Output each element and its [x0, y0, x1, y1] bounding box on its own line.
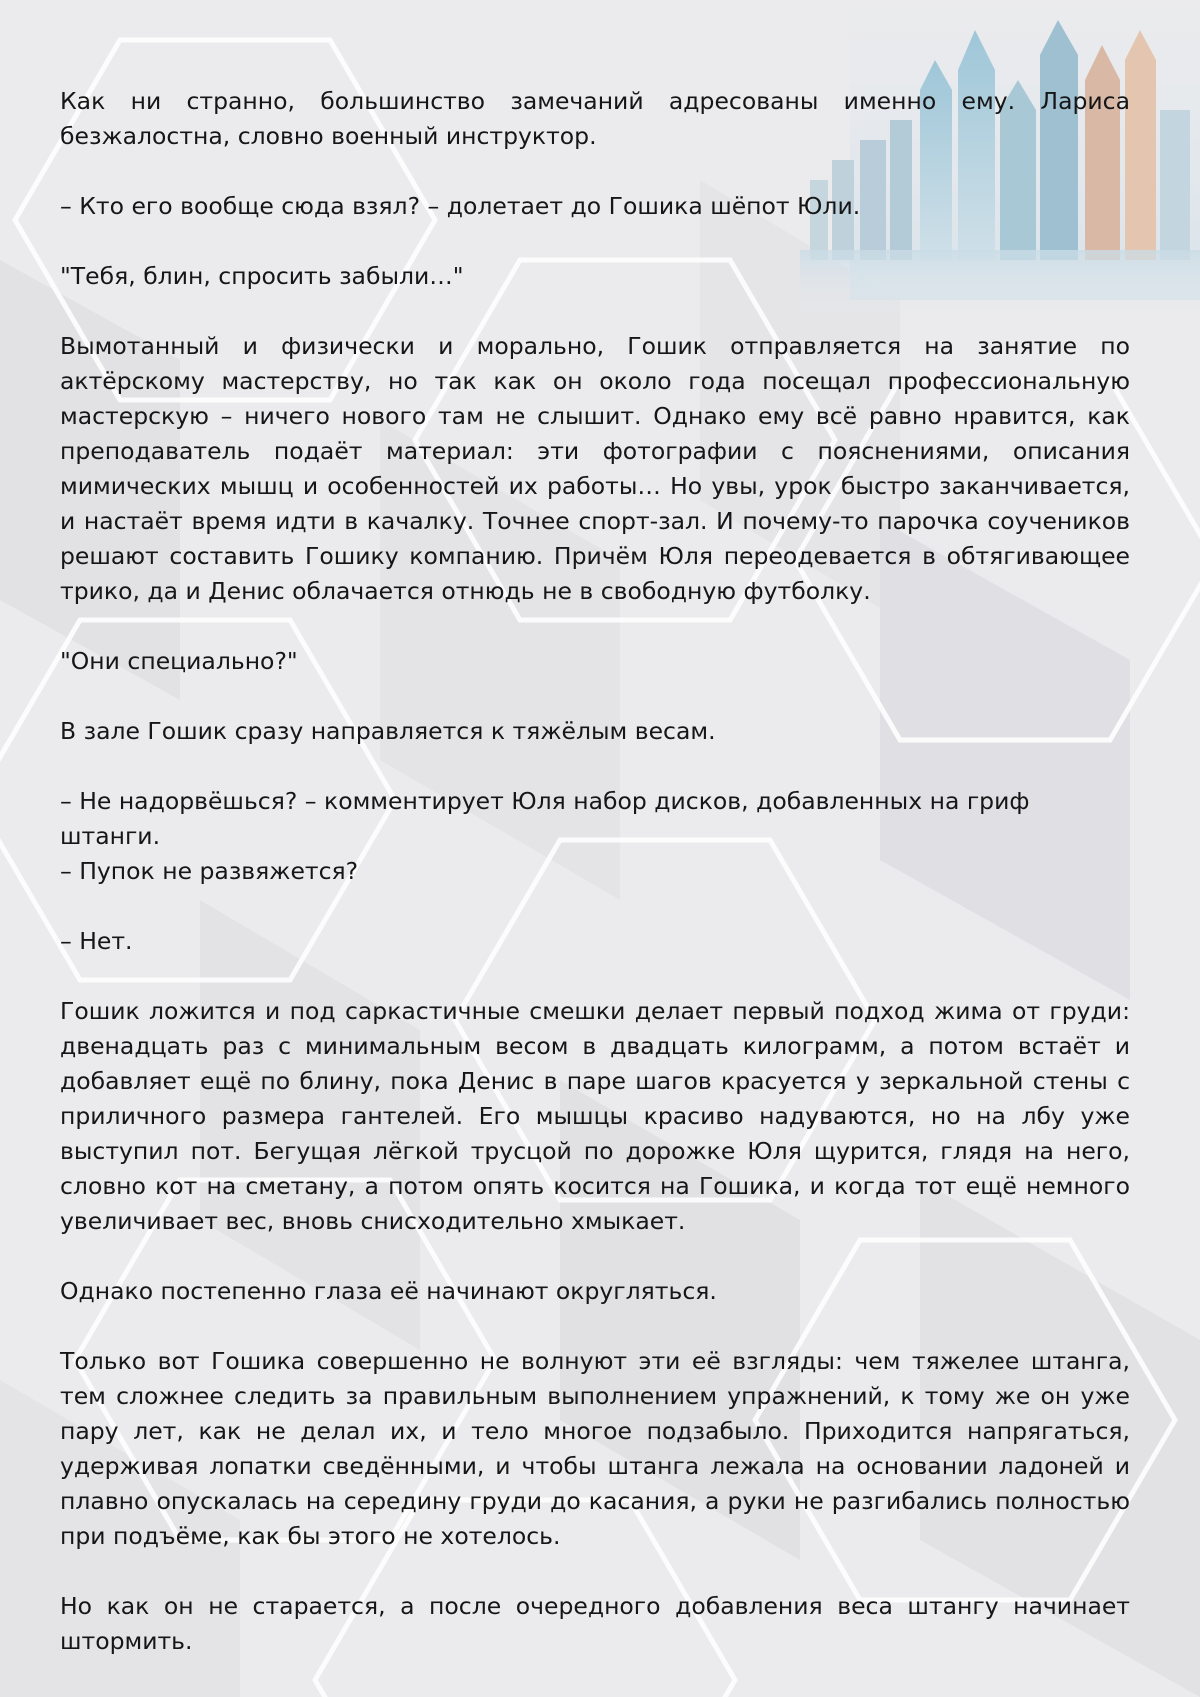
paragraph-9: Гошик ложится и под саркастичные смешки делает первый подход жима от груди: двенадцать раз с минимальным весом в двадцать килограмм, а потом встаёт и добавляет ещё по блину, пока Денис в паре шагов красуется у зеркальной стены с приличного размера гантелей. Его мышцы красиво надуваются, но на лбу уже выступил пот. Бегущая лёгкой трусцой по дорожке Юля щурится, глядя на него, словно кот на сметану, а потом опять косится на Гошика, и когда тот ещё немного увеличивает вес, вновь снисходительно хмыкает.: [60, 997, 1130, 1235]
paragraph-3: "Тебя, блин, спросить забыли…": [60, 262, 464, 290]
paragraph-6: В зале Гошик сразу направляется к тяжёлым весам.: [60, 717, 716, 745]
paragraph-11: Только вот Гошика совершенно не волнуют эти её взгляды: чем тяжелее штанга, тем сложнее следить за правильным выполнением упражнений, к тому же он уже пару лет, как не делал их, и тело многое подзабыло. Приходится напрягаться, удерживая лопатки сведёнными, и чтобы штанга лежала на основании ладоней и плавно опускалась на середину груди до касания, а руки не разгибались полностью при подъёме, как бы этого не хотелось.: [60, 1347, 1130, 1550]
paragraph-4: Вымотанный и физически и морально, Гошик отправляется на занятие по актёрскому мастерству, но так как он около года посещал профессиональную мастерскую – ничего нового там не слышит. Однако ему всё равно нравится, как преподаватель подаёт материал: эти фотографии с пояснениями, описания мимических мышц и особенностей их работы… Но увы, урок быстро заканчивается, и настаёт время идти в качалку. Точнее спорт-зал. И почему-то парочка соучеников решают составить Гошику компанию. Причём Юля переодевается в обтягивающее трико, да и Денис облачается отнюдь не в свободную футболку.: [60, 332, 1130, 605]
paragraph-12: Но как он не старается, а после очередного добавления веса штангу начинает штормить.: [60, 1592, 1130, 1655]
document-body: [60, 84, 1130, 1694]
paragraph-7: – Не надорвёшься? – комментирует Юля набор дисков, добавленных на гриф штанги. – Пупок не развяжется?: [60, 787, 1030, 885]
paragraph-1: Как ни странно, большинство замечаний адресованы именно ему. Лариса безжалостна, словно военный инструктор.: [60, 87, 1130, 150]
paragraph-2: – Кто его вообще сюда взял? – долетает до Гошика шёпот Юли.: [60, 192, 861, 220]
paragraph-8: – Нет.: [60, 927, 133, 955]
paragraph-5: "Они специально?": [60, 647, 298, 675]
paragraph-10: Однако постепенно глаза её начинают округляться.: [60, 1277, 717, 1305]
